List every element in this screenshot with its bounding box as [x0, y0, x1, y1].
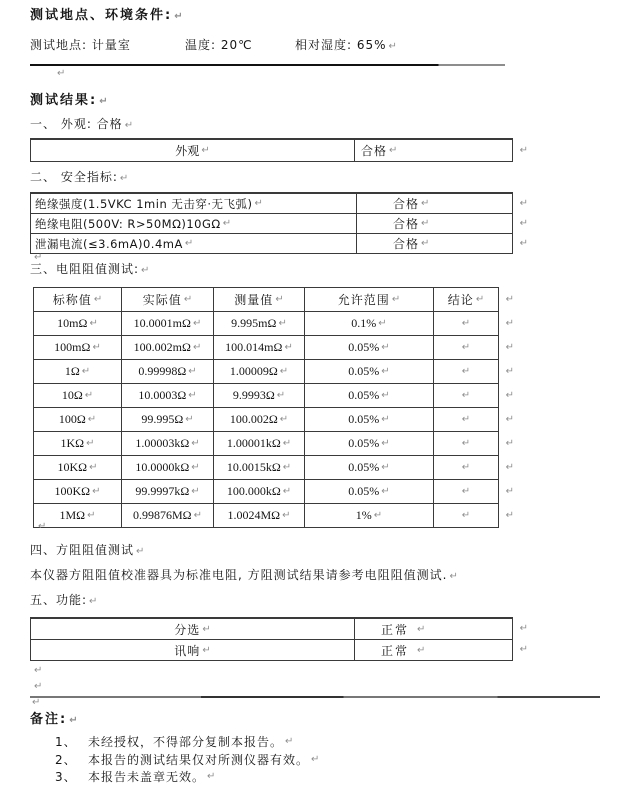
results-heading: 测试结果: ↵	[30, 93, 108, 108]
row-end-mark: ↵	[505, 293, 514, 305]
remark-text: 未经授权，不得部分复制本报告。	[88, 735, 284, 750]
paragraph-mark: ↵	[188, 390, 197, 401]
row-end-mark: ↵	[505, 509, 514, 521]
row-end-mark: ↵	[519, 643, 528, 655]
function-result-cell: 正常 ↵	[354, 640, 512, 660]
paragraph-mark: ↵	[87, 414, 97, 425]
actual-cell: 10.0001mΩ ↵	[121, 312, 213, 335]
safety-result-cell: 合格 ↵	[356, 194, 512, 213]
conclusion-cell	[433, 480, 498, 503]
function-table	[30, 617, 528, 661]
nominal-cell: 10KΩ ↵	[57, 460, 98, 474]
conclusion-cell	[433, 384, 498, 407]
paragraph-mark: ↵	[193, 510, 202, 521]
env-temperature: 温度: 20℃	[185, 38, 253, 52]
nominal-cell: 100KΩ ↵	[54, 484, 101, 498]
actual-cell: 10.0000kΩ ↵	[121, 456, 213, 479]
paragraph-mark: ↵	[275, 294, 284, 305]
paragraph-mark: ↵	[461, 438, 471, 449]
item4-heading: 四、方阻阻值测试 ↵	[30, 543, 145, 557]
paragraph-mark: ↵	[89, 318, 98, 329]
resistance-table	[33, 287, 514, 528]
conclusion-cell	[433, 360, 498, 383]
row-end-mark: ↵	[505, 365, 514, 377]
paragraph-mark: ↵	[81, 366, 91, 377]
measured-cell: 1.0024MΩ ↵	[213, 504, 304, 527]
paragraph-mark: ↵	[188, 366, 197, 377]
nominal-cell: 10mΩ ↵	[57, 316, 98, 330]
conclusion-cell	[433, 456, 498, 479]
paragraph-mark: ↵	[461, 318, 471, 329]
paragraph-mark: ↵	[86, 438, 95, 449]
paragraph-mark: ↵	[89, 596, 98, 607]
safety-result-cell: 合格 ↵	[356, 234, 512, 253]
paragraph-mark: ↵	[373, 510, 383, 521]
paragraph-mark: ↵	[378, 318, 387, 329]
paragraph-mark: ↵	[99, 96, 108, 107]
table-row	[31, 233, 528, 253]
actual-cell: 0.99998Ω ↵	[121, 360, 213, 383]
row-end-mark: ↵	[519, 197, 528, 209]
paragraph-mark: ↵	[92, 342, 101, 353]
paragraph-mark: ↵	[185, 414, 194, 425]
paragraph-mark: ↵	[381, 462, 390, 473]
nominal-cell: 100Ω ↵	[58, 412, 97, 426]
range-cell: 0.05% ↵	[304, 456, 433, 479]
resistance-data-row	[34, 431, 514, 455]
conclusion-cell	[433, 432, 498, 455]
paragraph-mark: ↵	[184, 238, 194, 249]
paragraph-mark: ↵	[282, 438, 292, 449]
paragraph-mark: ↵	[183, 294, 193, 305]
row-end-mark: ↵	[519, 622, 528, 634]
safety-item-cell: 绝缘电阻(500V: R>50MΩ)10GΩ ↵	[35, 216, 232, 231]
row-end-mark: ↵	[505, 389, 514, 401]
paragraph-mark: ↵	[192, 318, 202, 329]
row-end-mark: ↵	[519, 217, 528, 229]
paragraph-mark: ↵	[93, 294, 103, 305]
actual-cell: 100.002mΩ ↵	[121, 336, 213, 359]
paragraph-mark: ↵	[421, 198, 430, 209]
header-range: 允许范围 ↵	[304, 288, 433, 311]
resistance-data-row	[34, 479, 514, 503]
row-end-mark: ↵	[505, 341, 514, 353]
measured-cell: 1.00009Ω ↵	[213, 360, 304, 383]
paragraph-mark: ↵	[34, 252, 43, 263]
paragraph-mark: ↵	[276, 390, 286, 401]
paragraph-mark: ↵	[461, 486, 471, 497]
table-row	[31, 639, 528, 660]
paragraph-mark: ↵	[38, 521, 47, 532]
range-cell: 0.05% ↵	[304, 336, 433, 359]
header-conclusion: 结论 ↵	[433, 288, 498, 311]
paragraph-mark: ↵	[191, 438, 200, 449]
resistance-data-row	[34, 503, 514, 527]
remarks-heading: 备注: ↵	[30, 712, 78, 727]
divider-line-top	[30, 64, 505, 66]
paragraph-mark: ↵	[32, 697, 41, 708]
paragraph-mark: ↵	[192, 342, 202, 353]
remark-text: 本报告的测试结果仅对所测仪器有效。	[88, 752, 310, 767]
paragraph-mark: ↵	[389, 145, 398, 156]
paragraph-mark: ↵	[254, 198, 263, 209]
paragraph-mark: ↵	[388, 41, 397, 52]
measured-cell: 100.000kΩ ↵	[213, 480, 304, 503]
paragraph-mark: ↵	[381, 342, 390, 353]
paragraph-mark: ↵	[174, 11, 183, 22]
remark-text: 本报告未盖章无效。	[88, 770, 206, 785]
paragraph-mark: ↵	[282, 510, 291, 521]
appearance-item-cell: 外观 ↵	[175, 144, 210, 158]
function-result-cell: 正常 ↵	[354, 619, 512, 639]
remark-number: 1、	[55, 735, 77, 750]
row-end-mark: ↵	[505, 437, 514, 449]
paragraph-mark: ↵	[191, 462, 200, 473]
safety-table	[30, 192, 528, 254]
paragraph-mark: ↵	[461, 342, 471, 353]
table-row	[31, 139, 528, 161]
actual-cell: 99.995Ω ↵	[121, 408, 213, 431]
paragraph-mark: ↵	[202, 644, 211, 656]
remark-item	[30, 733, 590, 751]
measured-cell: 9.995mΩ ↵	[213, 312, 304, 335]
actual-cell: 99.9997kΩ ↵	[121, 480, 213, 503]
appearance-table	[30, 138, 528, 162]
measured-cell: 100.002Ω ↵	[213, 408, 304, 431]
row-end-mark: ↵	[505, 461, 514, 473]
paragraph-mark: ↵	[417, 623, 426, 635]
paragraph-mark: ↵	[92, 486, 101, 497]
measured-cell: 1.00001kΩ ↵	[213, 432, 304, 455]
paragraph-mark: ↵	[282, 462, 292, 473]
paragraph-mark: ↵	[461, 366, 471, 377]
env-humidity: 相对湿度: 65% ↵	[295, 38, 397, 52]
row-end-mark: ↵	[519, 144, 528, 156]
conclusion-cell	[433, 504, 498, 527]
nominal-cell: 1Ω ↵	[64, 364, 91, 378]
remark-number: 3、	[55, 770, 77, 785]
divider-line-bottom	[30, 696, 600, 698]
nominal-cell: 100mΩ ↵	[54, 340, 101, 354]
range-cell: 0.1% ↵	[304, 312, 433, 335]
header-nominal: 标称值 ↵	[52, 293, 103, 307]
range-cell: 1% ↵	[304, 504, 433, 527]
paragraph-mark: ↵	[207, 771, 216, 783]
paragraph-mark: ↵	[124, 120, 134, 131]
row-end-mark: ↵	[505, 413, 514, 425]
conclusion-cell	[433, 408, 498, 431]
nominal-cell: 1KΩ ↵	[60, 436, 95, 450]
range-cell: 0.05% ↵	[304, 432, 433, 455]
measured-cell: 100.014mΩ ↵	[213, 336, 304, 359]
safety-item-cell: 绝缘强度(1.5VKC 1min 无击穿·无飞弧) ↵	[35, 196, 263, 211]
paragraph-mark: ↵	[381, 366, 390, 377]
paragraph-mark: ↵	[119, 173, 129, 184]
paragraph-mark: ↵	[285, 736, 294, 748]
resistance-header-row	[34, 288, 514, 311]
paragraph-mark: ↵	[202, 623, 211, 635]
nominal-cell: 10Ω ↵	[61, 388, 94, 402]
conclusion-cell	[433, 312, 498, 335]
actual-cell: 10.0003Ω ↵	[121, 384, 213, 407]
env-section-heading-text: 测试地点、环境条件:	[30, 8, 173, 23]
row-end-mark: ↵	[505, 485, 514, 497]
paragraph-mark: ↵	[461, 390, 471, 401]
measured-cell: 9.9993Ω ↵	[213, 384, 304, 407]
range-cell: 0.05% ↵	[304, 360, 433, 383]
paragraph-mark: ↵	[34, 681, 43, 692]
paragraph-mark: ↵	[278, 318, 287, 329]
paragraph-mark: ↵	[381, 390, 390, 401]
paragraph-mark: ↵	[57, 68, 66, 79]
env-location: 测试地点: 计量室	[30, 38, 131, 52]
paragraph-mark: ↵	[311, 753, 320, 765]
resistance-data-row	[34, 455, 514, 479]
table-row	[31, 193, 528, 213]
item4-note: 本仪器方阻阻值校准器具为标准电阻, 方阻测试结果请参考电阻阻值测试. ↵	[30, 568, 458, 582]
paragraph-mark: ↵	[136, 546, 145, 557]
actual-cell: 0.99876MΩ ↵	[121, 504, 213, 527]
paragraph-mark: ↵	[461, 414, 471, 425]
nominal-cell: 1MΩ ↵	[59, 508, 96, 522]
paragraph-mark: ↵	[87, 510, 96, 521]
paragraph-mark: ↵	[421, 238, 430, 249]
paragraph-mark: ↵	[201, 145, 210, 156]
item3-heading: 三、电阻阻值测试: ↵	[30, 262, 150, 276]
remark-item	[30, 751, 590, 769]
paragraph-mark: ↵	[417, 644, 426, 656]
paragraph-mark: ↵	[282, 486, 292, 497]
range-cell: 0.05% ↵	[304, 408, 433, 431]
paragraph-mark: ↵	[141, 265, 150, 276]
env-section-heading	[30, 8, 183, 24]
paragraph-mark: ↵	[279, 366, 289, 377]
resistance-data-row	[34, 383, 514, 407]
row-end-mark: ↵	[519, 237, 528, 249]
paragraph-mark: ↵	[391, 294, 401, 305]
paragraph-mark: ↵	[222, 218, 232, 229]
paragraph-mark: ↵	[284, 342, 293, 353]
measured-cell: 10.0015kΩ ↵	[213, 456, 304, 479]
remark-item	[30, 768, 590, 786]
function-item-cell: 讯响 ↵	[174, 643, 211, 658]
table-row	[31, 618, 528, 639]
paragraph-mark: ↵	[34, 665, 43, 676]
paragraph-mark: ↵	[475, 294, 485, 305]
paragraph-mark: ↵	[279, 414, 289, 425]
paragraph-mark: ↵	[381, 486, 390, 497]
header-actual: 实际值 ↵	[121, 288, 213, 311]
paragraph-mark: ↵	[191, 486, 200, 497]
paragraph-mark: ↵	[84, 390, 94, 401]
item5-heading: 五、功能: ↵	[30, 593, 98, 607]
actual-cell: 1.00003kΩ ↵	[121, 432, 213, 455]
function-item-cell: 分选 ↵	[174, 622, 211, 637]
paragraph-mark: ↵	[381, 414, 390, 425]
resistance-data-row	[34, 311, 514, 335]
table-row	[31, 213, 528, 233]
paragraph-mark: ↵	[421, 218, 430, 229]
item2-heading: 二、 安全指标: ↵	[30, 170, 129, 184]
paragraph-mark: ↵	[381, 438, 390, 449]
range-cell: 0.05% ↵	[304, 384, 433, 407]
remarks-list	[30, 733, 590, 786]
range-cell: 0.05% ↵	[304, 480, 433, 503]
paragraph-mark: ↵	[89, 462, 98, 473]
paragraph-mark: ↵	[461, 462, 471, 473]
paragraph-mark: ↵	[449, 571, 458, 582]
item1-heading: 一、 外观: 合格 ↵	[30, 117, 134, 131]
row-end-mark: ↵	[505, 317, 514, 329]
appearance-result-cell: 合格 ↵	[354, 140, 512, 161]
paragraph-mark: ↵	[69, 715, 78, 726]
resistance-data-row	[34, 359, 514, 383]
remark-number: 2、	[55, 752, 77, 767]
safety-result-cell: 合格 ↵	[356, 214, 512, 233]
resistance-data-row	[34, 335, 514, 359]
resistance-data-row	[34, 407, 514, 431]
paragraph-mark: ↵	[461, 510, 471, 521]
safety-item-cell: 泄漏电流(≤3.6mA)0.4mA ↵	[35, 236, 194, 251]
header-measured: 测量值 ↵	[213, 288, 304, 311]
conclusion-cell	[433, 336, 498, 359]
